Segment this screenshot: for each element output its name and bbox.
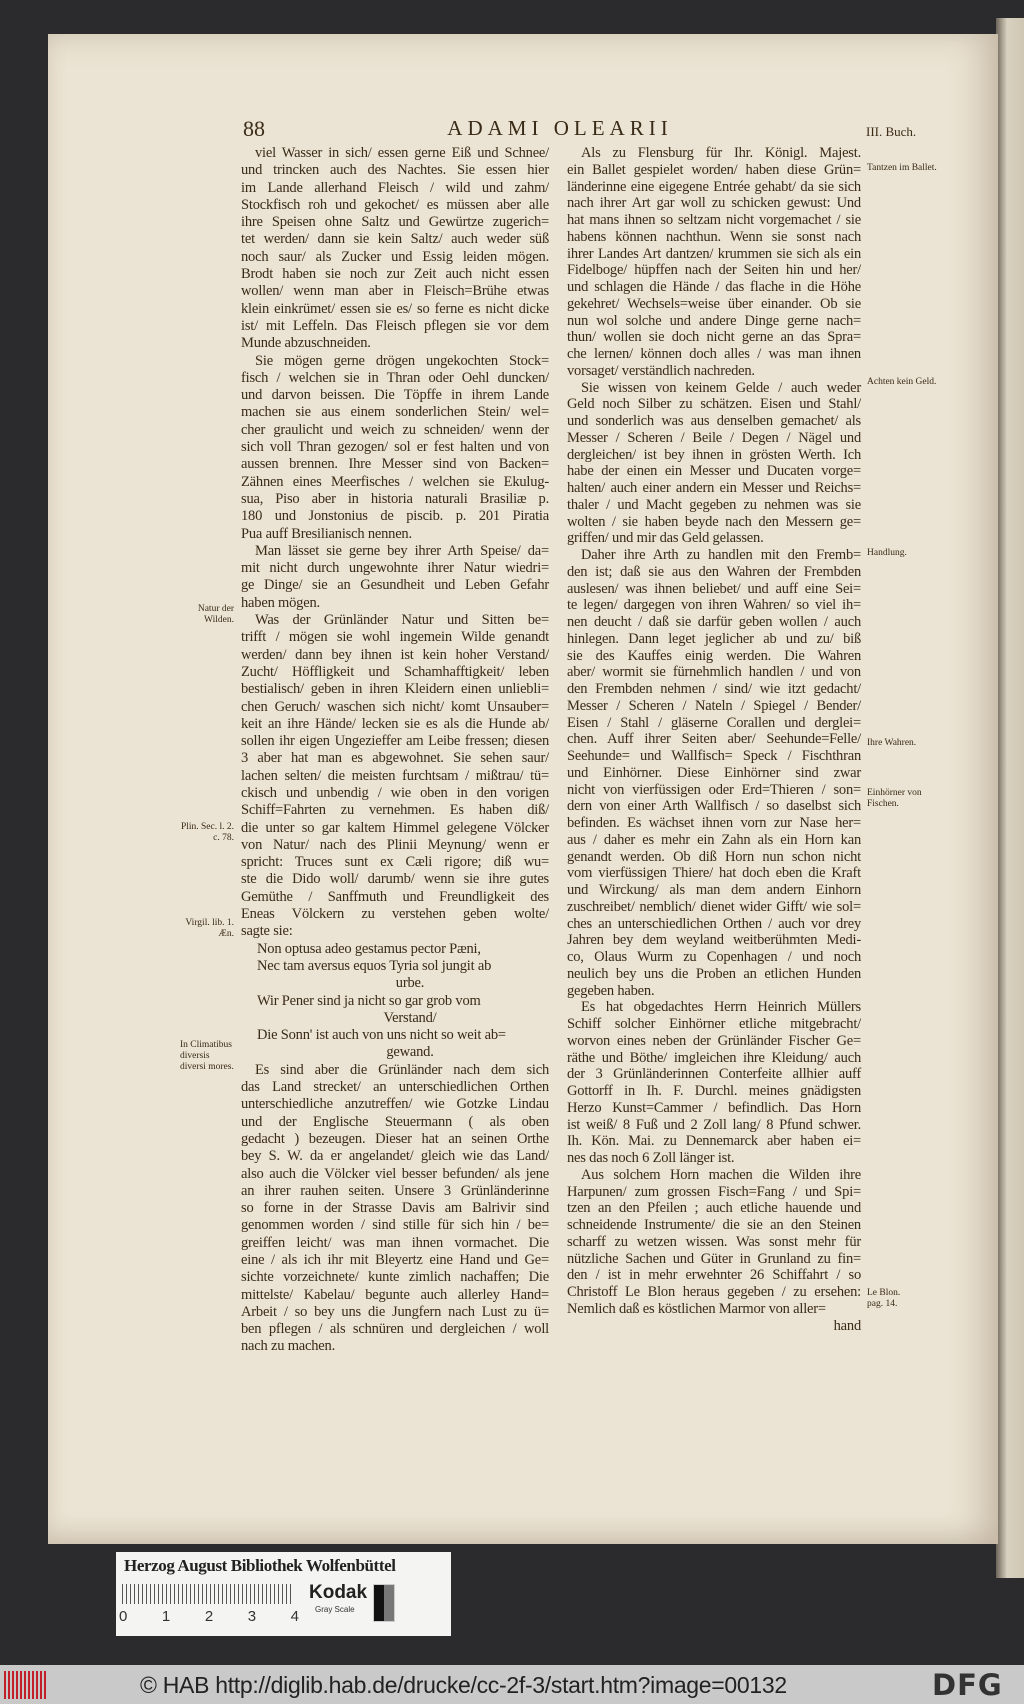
text-line: Christoff Le Blon heraus gegeben / zu ersehen: — [567, 1284, 861, 1300]
text-line: Eisen / Stahl / gläserne Corallen und derglei= — [567, 714, 861, 731]
text-line: dern von einer Arth Wallfisch / so daselbst sich — [567, 798, 861, 815]
text-line: habens können nachthun. Wenn sie sonst nach — [567, 228, 861, 245]
text-line: schneidende Instrumente/ die sie an den Steinen — [567, 1217, 861, 1233]
text-line: Als zu Flensburg für Ihr. Königl. Majest. — [581, 145, 861, 161]
margin-note: Einhörner von Fischen. — [867, 788, 922, 809]
text-line: gewand. — [386, 1044, 434, 1061]
verse — [241, 993, 549, 1062]
catchword: hand — [833, 1317, 861, 1334]
text-line: habe der einen ein Messer und Ducaten vorge= — [567, 463, 861, 480]
text-line: Non optusa adeo gestamus pector Pæni, — [257, 940, 481, 957]
margin-note: Achten kein Geld. — [867, 377, 937, 387]
text-line: Munde abzuschneiden. — [241, 335, 371, 352]
text-line: Schiff solcher Einhörner etliche mitgebracht/ — [567, 1016, 861, 1032]
text-line: sagte sie: — [241, 923, 293, 940]
text-line: mittelste/ Kabelau/ begunte auch allerley Hand= — [241, 1286, 549, 1303]
paragraph — [241, 353, 549, 543]
text-line: sollen ihr eigen Ungezieffer am Leibe fressen; diesen — [241, 733, 549, 750]
text-line: an ihrer rauhen seiten. Unsere 3 Grünländerinne — [241, 1182, 549, 1199]
text-line: der 3 Grünländerinnen Conterfeite allhier auff — [567, 1066, 861, 1083]
library-name: Herzog August Bibliothek Wolfenbüttel — [124, 1556, 396, 1575]
margin-note: In Climatibus diversis diversi mores. — [180, 1040, 234, 1072]
text-line: keit an ihre Hände/ lecken sie es als die Hunde ab/ — [241, 715, 549, 732]
paragraph — [241, 145, 549, 353]
text-line: greiffen leicht/ was man ihnen vormachet. Die — [241, 1234, 549, 1251]
text-line: bey S. W. da er angelandet/ gleich wie das Land/ — [241, 1148, 549, 1165]
text-line: urbe. — [395, 975, 425, 992]
margin-note: Ihre Wahren. — [867, 738, 917, 748]
text-line: Gottorff in Ih. F. Durchl. meines gnädigsten — [567, 1083, 861, 1099]
text-line: cher graulicht und weich zu schneiden/ wenn der — [241, 421, 549, 438]
text-line: räthe und Böthe/ imgleichen ihre Kleidung/ auch — [567, 1049, 861, 1066]
text-line: 180 und Jonstonius de piscib. p. 201 Piratia — [241, 508, 549, 525]
ruler-number: 4 — [290, 1608, 299, 1625]
text-line: sichte vorzeichnete/ kunte zimlich nachaffen; Die — [241, 1269, 549, 1286]
ruler-numbers — [119, 1608, 299, 1625]
gray-scale-label: Gray Scale — [315, 1605, 355, 1614]
verse — [241, 941, 549, 993]
copyright-link[interactable]: © HAB http://diglib.hab.de/drucke/cc-2f-3/start.htm?image=00132 — [140, 1672, 787, 1698]
ruler-number: 0 — [119, 1608, 128, 1625]
margin-note: Tantzen im Ballet. — [867, 163, 937, 173]
text-line: griffen/ und mir das Geld gelassen. — [567, 530, 764, 547]
text-line: nes das noch 6 Zoll länger ist. — [567, 1150, 735, 1166]
left-text-column — [241, 145, 549, 1356]
text-line: genommen worden / sind stille für sich hin / be= — [241, 1217, 549, 1234]
margin-note: Plin. Sec. l. 2. c. 78. — [180, 822, 234, 843]
text-line: Messer / Scheren / Nateln / Spiegel / Bender/ — [567, 697, 861, 714]
text-line: che lernen/ können doch alles / was man ihnen — [567, 346, 861, 362]
text-line: Eneas Völckern zu verstehen geben wolte/ — [241, 906, 549, 923]
text-line: gekehret/ Wechsels=weise über einander. Ob sie — [567, 295, 861, 312]
text-line: fisch / welchen sie in Thran oder Oehl duncken/ — [241, 369, 549, 386]
text-line: unterschiedliche anzutreffen/ wie Gotzke Lindau — [241, 1096, 549, 1113]
text-line: und der Englische Steuermann ( als oben — [241, 1113, 549, 1130]
text-line: Gemüthe / Sanffmuth und Freundligkeit des — [241, 888, 549, 905]
text-line: Man lässet sie gerne bey ihrer Arth Speise/ da= — [255, 542, 549, 559]
text-line: Sie mögen gerne drögen ungekochten Stock= — [255, 352, 549, 369]
text-line: te legen/ dargegen von ihren Wahren/ so viel ih= — [567, 597, 861, 614]
text-line: die unter so gar kaltem Himmel gelegene Völcker — [241, 819, 549, 836]
text-line: Nec tam aversus equos Tyria sol jungit ab — [257, 957, 492, 974]
text-line: Die Sonn' ist auch von uns nicht so weit ab= — [257, 1027, 506, 1044]
ruler-number: 1 — [161, 1608, 171, 1625]
margin-note: Virgil. lib. 1. Æn. — [185, 918, 234, 939]
text-line: Brodt haben sie noch zur Zeit auch nicht essen — [241, 266, 549, 283]
text-line: werden/ dann bey ihnen ist kein hoher Verstand/ — [241, 646, 549, 663]
text-line: ckisch und unbendig / wie oben in den vorigen — [241, 784, 549, 801]
kodak-logo: Kodak — [309, 1582, 368, 1603]
text-line: nach ihrer Art gar woll zu schicken gewust: Und — [567, 195, 861, 212]
text-line: den ist; daß sie aus den Wahren der Frembden — [567, 563, 861, 580]
text-line: dergleichen/ ist bey ihnen in grösten Werth. Ich — [567, 446, 861, 463]
text-line: Schiff=Fahrten zu vernehmen. Es haben diß/ — [241, 802, 549, 819]
text-line: Wir Pener sind ja nicht so gar grob vom — [257, 992, 481, 1009]
text-line: Was der Grünländer Natur und Sitten be= — [255, 612, 549, 629]
paragraph — [241, 612, 549, 941]
text-line: sich voll Thran gezogen/ sol er fest halten und von — [241, 439, 549, 456]
text-line: so forne in der Strasse Davis am Balrivir sind — [241, 1200, 549, 1217]
paragraph — [567, 547, 861, 999]
footer-bar — [0, 1665, 1024, 1704]
text-line: chen. Auff ihrer Seiten aber/ Seehunde=Felle/ — [567, 731, 861, 748]
gray-scale-patch — [373, 1584, 395, 1622]
text-line: Harpunen/ zum grossen Fisch=Fang / und Spi= — [567, 1183, 861, 1200]
text-line: vom vierfüssigen Thiere/ hat doch eben die Kraft — [567, 865, 861, 882]
paragraph — [241, 543, 549, 612]
right-text-column — [567, 145, 861, 1334]
text-line: ches an unterschiedlichen Orthen / auch vor drey — [567, 915, 861, 932]
text-line: hinlegen. Dann leget jeglicher ab und zu/ biß — [567, 630, 861, 647]
text-line: Es hat obgedachtes Herrn Heinrich Müllers — [581, 999, 861, 1016]
text-line: den / ist in mehr erwehnter 26 Schiffahrt / so — [567, 1267, 861, 1284]
text-line: spricht: Truces sunt ex Cæli rigore; diß wu= — [241, 854, 549, 871]
text-line: Geld noch Silber zu schätzen. Eisen und Stahl/ — [567, 396, 861, 413]
text-line: und darvon beissen. Die Töpffe in ihrem Lande — [241, 387, 549, 404]
text-line: ihrer Landes Art dantzen/ krummen sie sich als ein — [567, 245, 861, 262]
text-line: thun/ wollen sie doch nicht gerne an das Spra= — [567, 329, 861, 346]
text-line: und Einhörner. Diese Einhörner sind zwar — [567, 764, 861, 781]
text-line: befinden. Es wächset ihnen vorn zur Nase her= — [567, 815, 861, 831]
text-line: eine / als ich ihr mit Bleyertz eine Hand und Ge= — [241, 1252, 549, 1268]
paragraph — [567, 1167, 861, 1318]
text-line: nicht von vierfüssigen oder Erd=Thieren / son= — [567, 781, 861, 798]
text-line: neulich bey uns die Proben an etlichen Hunden — [567, 965, 861, 982]
text-line: haben mögen. — [241, 594, 320, 611]
text-line: Arbeit / so bey uns die Jungfern nach Lust zu ü= — [241, 1303, 549, 1320]
text-line: bestialisch/ geben in ihren Kleidern einen unliebli= — [241, 681, 549, 698]
text-line: Es sind aber die Grünländer nach dem sich — [255, 1061, 549, 1078]
text-line: trifft / mögen sie wohl ingemein Wilde genandt — [241, 629, 549, 646]
text-line: noch saur/ als Zucker und Essig leiden mögen. — [241, 248, 549, 265]
text-line: nach zu machen. — [241, 1338, 336, 1355]
text-line: lachen selten/ die meisten furchtsam / mißtrau/ tü= — [241, 767, 549, 784]
text-line: Fidelboge/ hüpffen nach der Seiten hin und her/ — [567, 262, 861, 279]
text-line: Daher ihre Arth zu handlen mit den Fremb= — [581, 547, 861, 563]
text-line: und Wirckung/ als man dem andern Einhorn — [567, 882, 861, 898]
text-line: machen sie aus einem sonderlichen Stein/ wel= — [241, 404, 549, 421]
text-line: wolten / sie haben beyde nach den Messern ge= — [567, 513, 861, 530]
text-line: tet werden/ dann sie kein Saltz/ auch weder süß — [241, 231, 549, 248]
text-line: ge Dinge/ sie an Gesundheit und Leben Gefahr — [241, 577, 549, 594]
ruler-number: 2 — [204, 1608, 214, 1625]
text-line: ist/ mit Leffeln. Das Fleisch pflegen sie vor dem — [241, 317, 549, 334]
text-line: viel Wasser in sich/ essen gerne Eiß und Schnee/ — [255, 145, 549, 161]
text-line: genandt werden. Ob diß Horn nun schon nicht — [567, 848, 861, 865]
text-line: vorsaget/ verständlich nachreden. — [567, 362, 755, 379]
text-line: chen Geruch/ waschen sich nicht/ komt Unsauber= — [241, 698, 549, 715]
text-line: und trincken auch des Nachtes. Sie essen hier — [241, 162, 549, 179]
text-line: Seehunde= und Wallfisch= Speck / Fischthran — [567, 748, 861, 764]
text-line: Stockfisch roh und gekochet/ es müssen aber alle — [241, 196, 549, 213]
text-line: Verstand/ — [383, 1009, 437, 1026]
hab-logo-icon — [4, 1671, 48, 1699]
text-line: co, Olaus Wurm zu Copenhagen / und noch — [567, 949, 861, 965]
text-line: Ih. Kön. Mai. zu Dennemarck aber haben ei= — [567, 1133, 861, 1150]
text-line: länderinne eine eigegene Entrée gehabt/ da sie sich — [567, 178, 861, 195]
text-line: mit nicht durch ungewohnte ihrer Natur wiedri= — [241, 560, 549, 577]
text-line: 3 aber hat man es abgewohnet. Sie sehen saur/ — [241, 750, 549, 767]
text-line: Jahren bey dem weyland weitberühmten Medi- — [567, 932, 861, 949]
text-line: scharff zu wetzen wissen. Was sonst mehr für — [567, 1233, 861, 1250]
text-line: aus / daher es mehr ein Zahn als ein Horn kan — [567, 831, 861, 848]
text-line: von Natur/ nach des Plinii Meynung/ wenn er — [241, 836, 549, 853]
text-line: nen deucht / daß sie darfür geben wollen / auch — [567, 614, 861, 630]
text-line: Zucht/ Höffligkeit und Schamhafftigkeit/ leben — [241, 663, 549, 680]
text-line: im Lande allerhand Fleisch / wild und zahm/ — [241, 179, 549, 196]
text-line: Zähnen eines Meerfisches / welchen sie Ekulug- — [241, 473, 549, 490]
text-line: Herzo Kunst=Cammer / befindlich. Das Horn — [567, 1099, 861, 1116]
text-line: also auch die Völcker viel besser befunden/ als jene — [241, 1165, 549, 1182]
text-line: das Land strecket/ an unterschiedlichen Orthen — [241, 1079, 549, 1096]
book-reference: III. Buch. — [866, 124, 917, 139]
text-line: aussen brennen. Ihre Messer sind von Backen= — [241, 456, 549, 473]
next-page-edge — [996, 18, 1024, 1578]
text-line: und sonderlich was aus denselben gemachet/ als — [567, 413, 861, 429]
text-line: ist weiß/ 8 Fuß und 2 Zoll lang/ 8 Pfund schwer. — [567, 1116, 861, 1133]
paragraph — [567, 380, 861, 548]
text-line: nützliche Sachen und Güter in Grunland zu fin= — [567, 1250, 861, 1267]
running-title: ADAMI OLEARII — [447, 116, 673, 140]
margin-note: Handlung. — [867, 548, 907, 558]
text-line: wollen/ wenn man aber in Fleisch=Brühe etwas — [241, 283, 549, 300]
text-line: ben pflegen / als schnüren und dergleichen / woll — [241, 1321, 549, 1338]
ruler-number: 3 — [247, 1608, 257, 1625]
text-line: Pua auff Bresilianisch nennen. — [241, 525, 412, 542]
text-line: Aus solchem Horn machen die Wilden ihre — [581, 1166, 861, 1183]
text-line: ein Ballet gespielet worden/ haben diese Grün= — [567, 161, 861, 178]
margin-note: Natur der Wilden. — [197, 604, 234, 625]
ruler-ticks — [122, 1584, 292, 1604]
text-line: den Frembden nehmen / sind/ wie itzt gedacht/ — [567, 681, 861, 697]
margin-note: Le Blon. pag. 14. — [867, 1288, 901, 1309]
text-line: sie des Kauffes einig werden. Die Wahren — [567, 647, 861, 664]
text-line: ihre Speisen ohne Saltz und Gewürtze zugerich= — [241, 214, 549, 231]
text-line: zuschreibet/ nemblich/ dienet wider Gifft/ wie sol= — [567, 898, 861, 915]
text-line: klein einkrümet/ essen sie es/ so ferne es nicht dicke — [241, 300, 549, 317]
text-line: aber/ wormit sie fürnehmlich handlen / und von — [567, 664, 861, 681]
text-line: Sie wissen von keinem Gelde / auch weder — [581, 379, 861, 396]
page-number: 88 — [243, 116, 265, 141]
text-line: nun wol solche und andere Dinge gerne nach= — [567, 312, 861, 329]
paragraph — [567, 145, 861, 380]
library-scale-label — [116, 1552, 451, 1636]
text-line: thaler / und Macht gegeben zu nehmen was sie — [567, 496, 861, 513]
text-line: ste die Dido woll/ darumb/ wenn sie ihre gutes — [241, 871, 549, 888]
text-line: gegeben haben. — [567, 982, 655, 999]
text-line: hat mans ihnen so seltzam nicht vorgemachet / sie — [567, 212, 861, 228]
text-line: halten/ auch einer andern ein Messer und Reichs= — [567, 480, 861, 496]
text-line: Messer / Scheren / Beile / Degen / Nägel und — [567, 429, 861, 446]
paragraph — [567, 999, 861, 1167]
text-line: auslesen/ was ihnen beliebet/ und auff eine Sei= — [567, 580, 861, 597]
paragraph — [241, 1062, 549, 1356]
text-line: gedacht ) bezeugen. Dieser hat an seinen Orthe — [241, 1130, 549, 1147]
text-line: Nemlich daß es köstlichen Marmor von aller= — [567, 1300, 826, 1317]
text-line: sua, Piso aber in historia naturali Brasiliæ p. — [241, 490, 549, 507]
text-line: tzen an den Pfeilen ; auch etliche hauende und — [567, 1200, 861, 1217]
text-line: und schlagen die Hände / das flache in die Höhe — [567, 279, 861, 295]
text-line: worvon eines neben der Grünländer Fischer Ge= — [567, 1032, 861, 1049]
dfg-logo: DFG — [932, 1668, 1003, 1702]
